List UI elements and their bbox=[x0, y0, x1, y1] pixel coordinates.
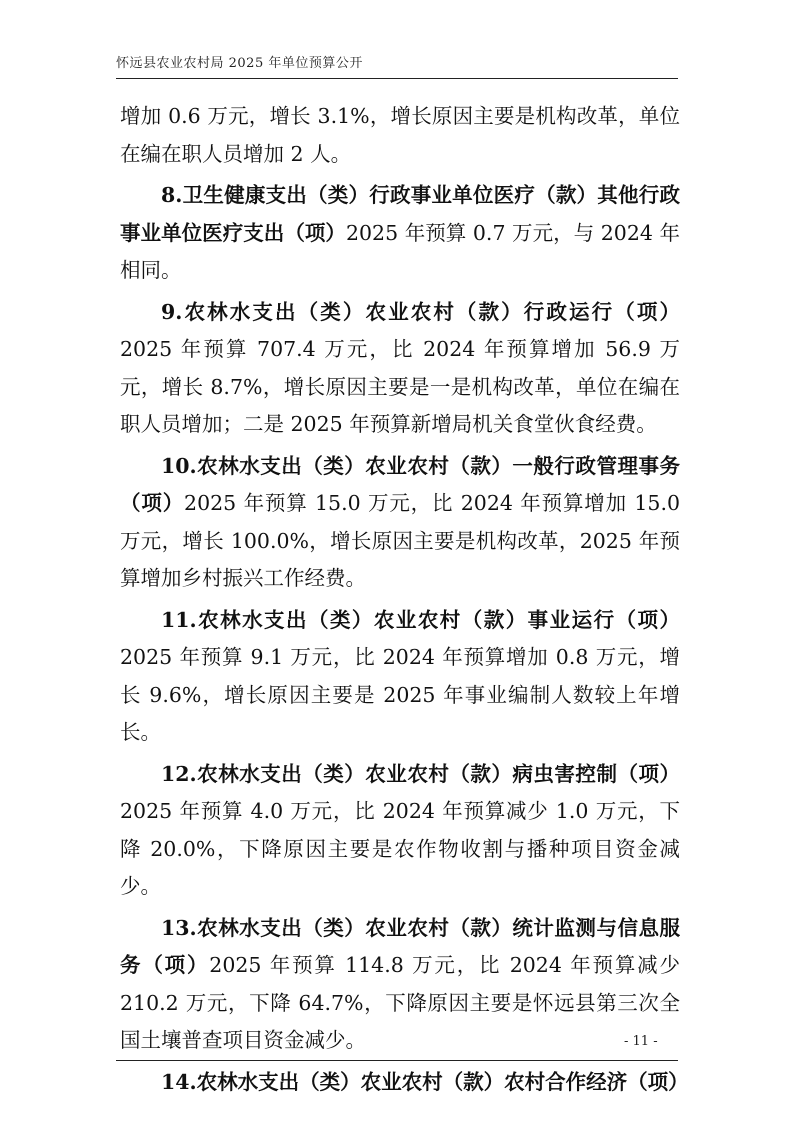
header-divider bbox=[116, 78, 678, 79]
document-body bbox=[120, 98, 689, 1101]
paragraph-text: 2025 年预算 15.0 万元，比 2024 年预算增加 15.0 万元，增长 100.0%，增长原因主要是机构改革，2025 年预算增加乡村振兴工作经费。 bbox=[120, 491, 681, 590]
document-header: 怀远县农业农村局 2025 年单位预算公开 bbox=[116, 56, 363, 71]
paragraph-text: 2025 年预算 9.1 万元，比 2024 年预算增加 0.8 万元，增长 9.6%，增长原因主要是 2025 年事业编制人数较上年增长。 bbox=[120, 645, 680, 744]
paragraph-item-9 bbox=[120, 294, 680, 444]
paragraph-item-11 bbox=[120, 602, 680, 752]
paragraph-lead: 14.农林水支出（类）农业农村（款）农村合作经济（项） bbox=[161, 1069, 689, 1094]
paragraph-lead: 10.农林水支出（类）农业农村（款）一般行政管理事务（项） bbox=[120, 453, 680, 515]
paragraph-text: 2025 年预算 0.7 万元，与 2024 年相同。 bbox=[120, 220, 680, 282]
paragraph-item-13 bbox=[120, 910, 680, 1060]
paragraph-lead: 11.农林水支出（类）农业农村（款）事业运行（项） bbox=[161, 607, 680, 632]
footer-divider bbox=[116, 1060, 678, 1061]
paragraph-lead: 8.卫生健康支出（类）行政事业单位医疗（款）其他行政事业单位医疗支出（项） bbox=[120, 183, 680, 245]
paragraph-lead: 9.农林水支出（类）农业农村（款）行政运行（项） bbox=[161, 299, 680, 324]
paragraph-text: 2025 年预算 707.4 万元，比 2024 年预算增加 56.9 万元，增长 8.7%，增长原因主要是一是机构改革，单位在编在职人员增加；二是 2025 年预算新增局机关食堂伙食经费。 bbox=[120, 337, 680, 436]
paragraph-text: 2025 年预算 114.8 万元，比 2024 年预算减少 210.2 万元，下降 64.7%，下降原因主要是怀远县第三次全国土壤普查项目资金减少。 bbox=[120, 953, 680, 1052]
paragraph-lead: 12.农林水支出（类）农业农村（款）病虫害控制（项） bbox=[161, 761, 680, 786]
paragraph-item-10 bbox=[120, 448, 680, 598]
paragraph-lead: 13.农林水支出（类）农业农村（款）统计监测与信息服务（项） bbox=[120, 915, 680, 977]
paragraph-continued bbox=[120, 98, 680, 173]
page-number: - 11 - bbox=[624, 1034, 658, 1049]
paragraph-text: 增加 0.6 万元，增长 3.1%，增长原因主要是机构改革，单位在编在职人员增加 2 人。 bbox=[120, 104, 680, 166]
paragraph-item-14 bbox=[120, 1064, 689, 1102]
paragraph-text: 2025 年预算 4.0 万元，比 2024 年预算减少 1.0 万元，下降 20.0%，下降原因主要是农作物收割与播种项目资金减少。 bbox=[120, 799, 680, 898]
paragraph-item-8 bbox=[120, 177, 680, 290]
paragraph-item-12 bbox=[120, 756, 680, 906]
